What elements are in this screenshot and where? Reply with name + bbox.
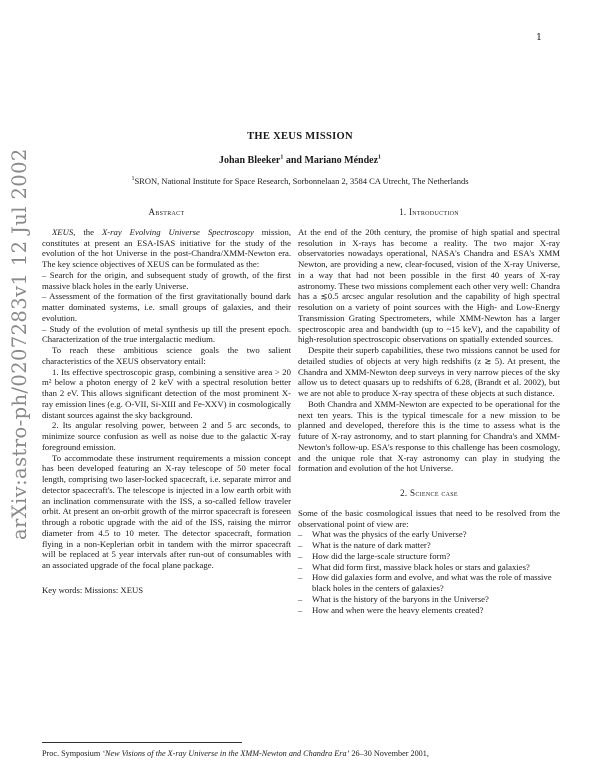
abstract-paragraph: To reach these ambitious science goals the two salient characteristics of the XEUS observatory entail:: [42, 345, 291, 366]
question-text: How and when were the heavy elements created?: [312, 604, 484, 615]
introduction-paragraph: Both Chandra and XMM-Newton are expected to be operational for the next ten years. This is the typical timescale for a new mission to be planned and developed, therefore this is the time to assess what is the future of X-ray astronomy, and to start planning for Chandra's and XMM-Newton's follow-up. ESA's response to this challenge has been cosmology, and the unique role that X-ray astronomy can play in studying the formation and evolution of the hot Universe.: [298, 398, 560, 474]
list-item: [298, 572, 560, 594]
list-item: [298, 594, 560, 605]
question-text: How did the large-scale structure form?: [312, 550, 451, 561]
footnote-symposium-title: ‘New Visions of the X-ray Universe in the XMM-Newton and Chandra Era’: [102, 749, 350, 758]
list-dash: –: [298, 561, 303, 572]
list-item: [298, 540, 560, 551]
keywords: Key words: Missions: XEUS: [42, 584, 144, 595]
abstract-paragraph: 2. Its angular resolving power, between 2 and 5 arc seconds, to minimize source confusion as well as noise due to the galactic X-ray foreground emission.: [42, 420, 291, 452]
list-dash: –: [298, 540, 303, 550]
objective-item: – Assessment of the formation of the first gravitationally bound dark matter dominated systems, i.e. small groups of galaxies, and their evolution.: [42, 291, 291, 323]
list-item: [298, 529, 560, 540]
abstract-intro: [42, 227, 291, 270]
author-name: Mariano Méndez: [304, 155, 379, 166]
affiliation-marker: 1: [378, 154, 382, 161]
affiliation-marker: 1: [131, 176, 135, 183]
list-dash: –: [298, 529, 303, 540]
introduction-heading: 1. Introduction: [399, 207, 459, 217]
page-number: 1: [535, 32, 542, 43]
xeus-italic: XEUS,: [52, 226, 76, 237]
abstract-intro-rest: mission, constitutes at present an ESA-ISAS initiative for the study of the evolution of the hot Universe in the post-Chandra/XMM-Newton era. The key science objectives of XEUS can be formulated as the:: [42, 226, 291, 269]
abstract-paragraph: 1. Its effective spectroscopic grasp, combining a sensitive area > 20 m² below a photon energy of 2 keV with a spectral resolution better than 2 eV. This allows significant detection of the most prominent X-ray emission lines (e.g. O-VII, Si-XIII and Fe-XXV) in cosmologically distant sources against the sky background.: [42, 366, 291, 420]
introduction-paragraph: Despite their superb capabilities, these two missions cannot be used for detailed studies of objects at very high redshifts (z ≳ 5). At present, the Chandra and XMM-Newton deep surveys in very narrow pieces of the sky allow us to detect quasars up to redshifts of 6.28, (Brandt et al. 2002), but we are not able to produce X-ray spectra of these objects at such distance.: [298, 345, 560, 398]
footnote-date: 26–30 November 2001,: [349, 749, 429, 758]
xeus-expansion: X-ray Evolving Universe Spectroscopy: [101, 226, 254, 237]
objective-item: – Search for the origin, and subsequent study of growth, of the first massive black holes in the early Universe.: [42, 269, 291, 291]
question-list: [298, 529, 560, 615]
list-item: [298, 605, 560, 616]
abstract-heading: Abstract: [148, 207, 185, 217]
affiliation-marker: 1: [280, 154, 284, 161]
question-text: How did galaxies form and evolve, and what was the role of massive black holes in the centers of galaxies?: [312, 572, 552, 593]
list-item: [298, 551, 560, 562]
objective-item: – Study of the evolution of metal synthesis up till the present epoch. Characterization of the true intergalactic medium.: [42, 323, 291, 345]
footnote-divider: [42, 742, 242, 743]
proceedings-footnote: [42, 749, 562, 759]
introduction-paragraph: At the end of the 20th century, the promise of high spatial and spectral resolution in X-rays has become a reality. The two major X-ray observatories nowadays operational, NASA's Chandra and ESA's XMM Newton, are providing a new, clear-focused, vision of the X-ray Universe, in a way that had not been possible in the first 40 years of X-ray astronomy. These two missions complement each other very well: Chandra has a ≲0.5 arcsec angular resolution and the capability of high spectral resolution on a variety of point sources with the High- and Low-Energy Transmission Grating Spectrometers, while XMM-Newton has a larger spectroscopic area and bandwidth (up to ~15 keV), and the capability of high-resolution spectroscopic observations on spatially extended sources.: [298, 226, 560, 345]
affiliation-text: SRON, National Institute for Space Research, Sorbonnelaan 2, 3584 CA Utrecht, The Netherlands: [134, 176, 469, 186]
list-dash: –: [298, 572, 303, 583]
list-dash: –: [298, 604, 303, 615]
author-name: Johan Bleeker: [218, 155, 281, 166]
question-text: What did form first, massive black holes or stars and galaxies?: [312, 561, 530, 572]
question-text: What is the nature of dark matter?: [312, 540, 431, 550]
question-text: What is the history of the baryons in the Universe?: [312, 593, 489, 604]
affiliation-line: [0, 176, 600, 186]
abstract-paragraph: To accommodate these instrument requirements a mission concept has been developed featuring an X-ray telescope of 50 meter focal length, comprising two laser-locked spacecraft, i.e. separate mirror and detector spacecraft's. The telescope is injected in a low earth orbit with an inclination commensurate with the ISS, a so-called fellow traveler orbit. At present an on-orbit growth of the mirror spacecraft is foreseen through a robotic upgrade with the aid of the ISS, raising the mirror diameter from 4.5 to 10 meter. The detector spacecraft, formation flying in a non-Keplerian orbit in tandem with the mirror spacecraft will be replaced at 5 year intervals after run-out of consumables with an associated upgrade of the focal plane package.: [42, 452, 291, 570]
arxiv-identifier-stamp[interactable]: arXiv:astro-ph/0207283v1 12 Jul 2002: [8, 148, 31, 540]
footnote-prefix: Proc. Symposium: [42, 749, 103, 758]
list-dash: –: [298, 593, 303, 604]
author-conjunction: and: [283, 155, 305, 166]
list-item: [298, 562, 560, 573]
question-text: What was the physics of the early Universe?: [312, 529, 467, 540]
right-column: [298, 207, 560, 615]
science-case-intro: Some of the basic cosmological issues that need to be resolved from the observational point of view are:: [298, 507, 560, 529]
abstract-intro-mid: the: [75, 226, 102, 237]
list-dash: –: [298, 550, 303, 561]
left-column: [42, 207, 291, 596]
section-gap: [298, 474, 560, 488]
science-case-heading: 2. Science case: [400, 488, 458, 498]
paper-title: THE XEUS MISSION: [247, 131, 353, 142]
author-line: [0, 155, 600, 166]
